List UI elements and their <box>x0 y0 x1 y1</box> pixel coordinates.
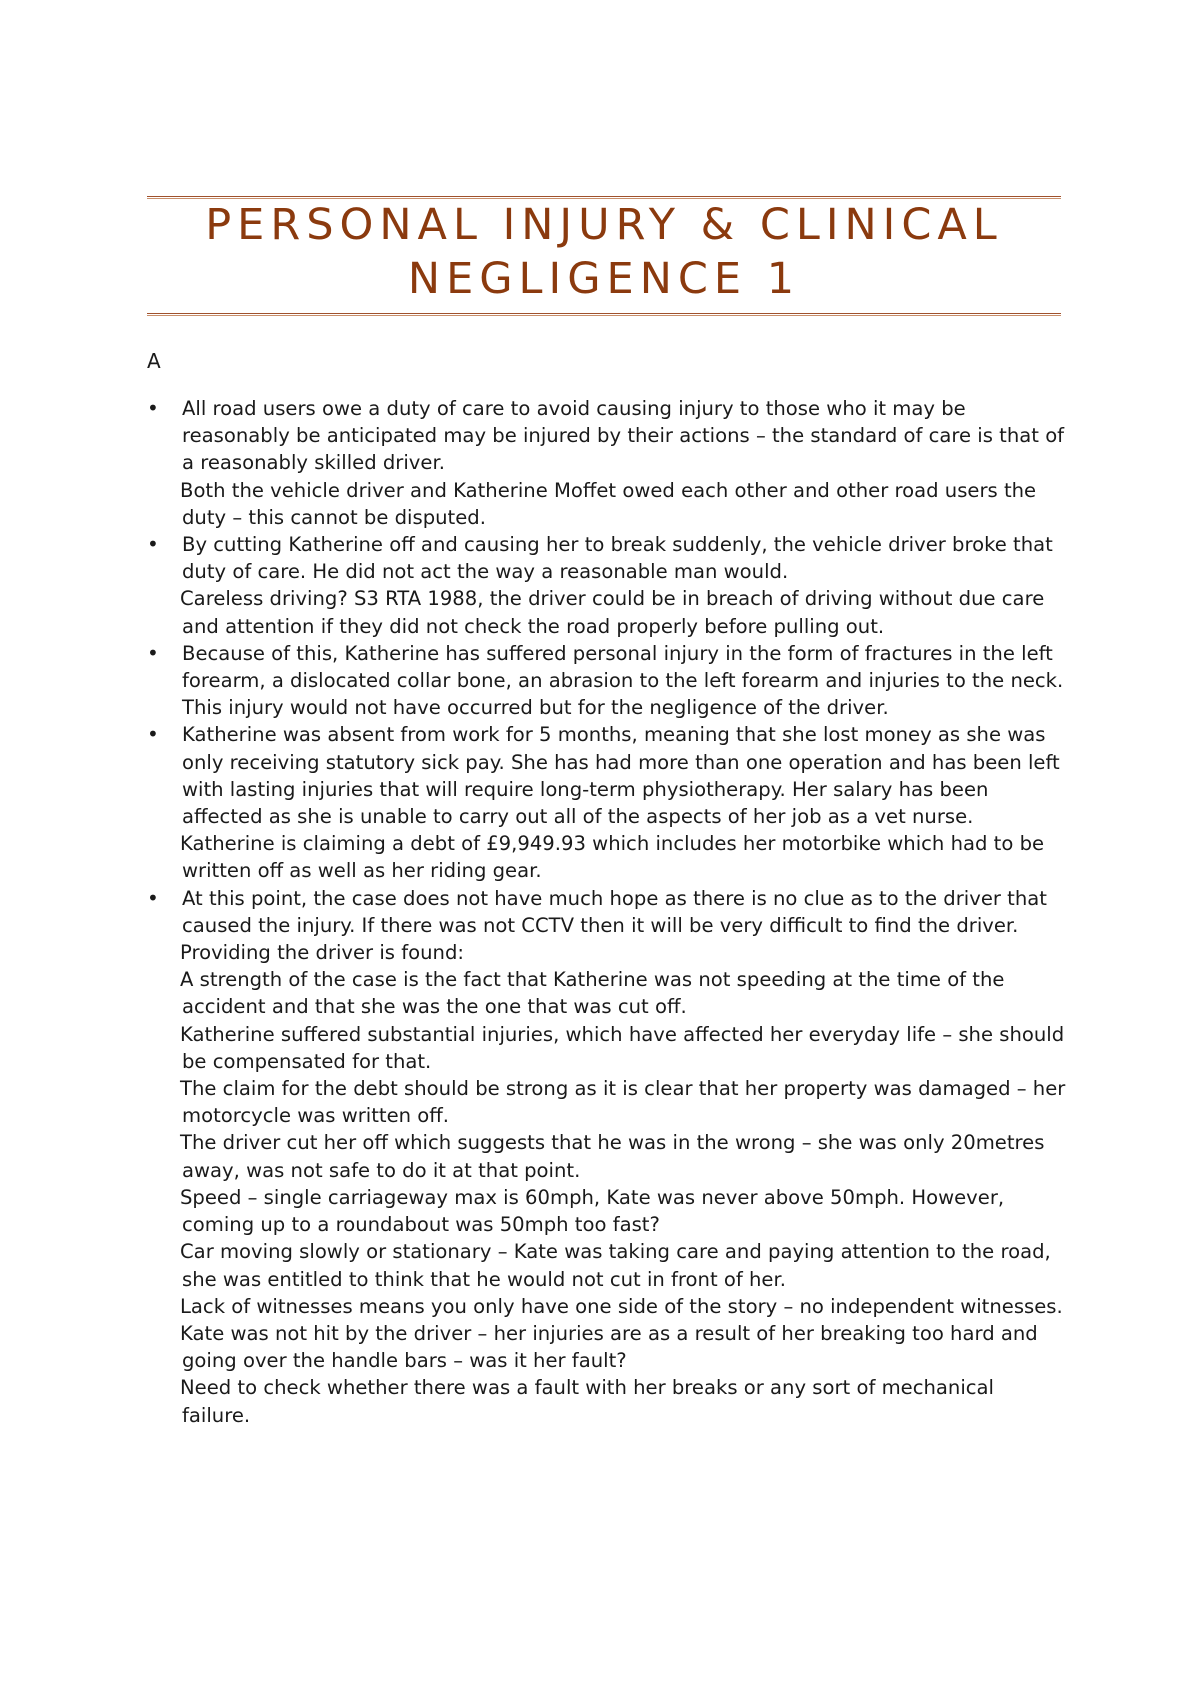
list-item <box>147 721 1067 884</box>
paragraph: All road users owe a duty of care to avoid causing injury to those who it may be reasonably be anticipated may be injured by their actions – the standard of care is that of a reasonably skilled driver. <box>182 397 1065 475</box>
paragraph: Car moving slowly or stationary – Kate was taking care and paying attention to the road, she was entitled to think that he would not cut in front of her. <box>180 1240 1051 1291</box>
paragraph: Kate was not hit by the driver – her injuries are as a result of her breaking too hard and going over the handle bars – was it her fault? <box>180 1321 1038 1373</box>
bullet-icon: • <box>147 885 159 910</box>
paragraph: A strength of the case is the fact that Katherine was not speeding at the time of the accident and that she was the one that was cut off. <box>180 968 1005 1019</box>
page-title: PERSONAL INJURY & CLINICAL NEGLIGENCE 1 <box>205 200 1003 304</box>
paragraph: Because of this, Katherine has suffered personal injury in the form of fractures in the left forearm, a dislocated collar bone, an abrasion to the left forearm and injuries to the neck. This injury would not have occurred but for the negligence of the driver. <box>182 641 1064 720</box>
paragraph: Katherine was absent from work for 5 months, meaning that she lost money as she was only receiving statutory sick pay. She has had more than one operation and has been left with lasting injuries that will require long-term physiotherapy. Her salary has been affected as she is unable to carry out all of the aspects of her job as a vet nurse. <box>182 723 1060 829</box>
paragraph: Need to check whether there was a fault with her breaks or any sort of mechanical failure. <box>180 1376 994 1427</box>
bullet-icon: • <box>147 396 159 420</box>
list-item <box>147 395 1067 531</box>
bullet-icon: • <box>147 532 159 557</box>
title-bottom-rule <box>147 313 1061 316</box>
paragraph: The claim for the debt should be strong as it is clear that her property was damaged – her motorcycle was written off. <box>180 1077 1066 1128</box>
list-item <box>147 640 1067 722</box>
paragraph: Providing the driver is found: <box>180 941 464 965</box>
paragraph: Lack of witnesses means you only have one side of the story – no independent witnesses. <box>180 1294 1063 1318</box>
bullet-icon: • <box>147 640 159 665</box>
section-label: A <box>147 349 161 373</box>
bullet-list <box>147 395 1067 1429</box>
paragraph: Katherine is claiming a debt of £9,949.93 which includes her motorbike which had to be written off as well as her riding gear. <box>180 832 1045 883</box>
list-item <box>147 885 1067 1429</box>
bullet-icon: • <box>147 722 159 747</box>
paragraph: At this point, the case does not have much hope as there is no clue as to the driver that caused the injury. If there was not CCTV then it will be very difficult to find the driver. <box>182 886 1047 937</box>
paragraph: Speed – single carriageway max is 60mph, Kate was never above 50mph. However, coming up to a roundabout was 50mph too fast? <box>180 1185 1005 1237</box>
paragraph: Careless driving? S3 RTA 1988, the driver could be in breach of driving without due care and attention if they did not check the road properly before pulling out. <box>180 587 1045 638</box>
paragraph: Both the vehicle driver and Katherine Moffet owed each other and other road users the duty – this cannot be disputed. <box>180 478 1037 529</box>
paragraph: By cutting Katherine off and causing her to break suddenly, the vehicle driver broke that duty of care. He did not act the way a reasonable man would. <box>182 533 1053 584</box>
paragraph: Katherine suffered substantial injuries, which have affected her everyday life – she should be compensated for that. <box>180 1022 1065 1073</box>
paragraph: The driver cut her off which suggests that he was in the wrong – she was only 20metres away, was not safe to do it at that point. <box>180 1131 1045 1182</box>
list-item <box>147 531 1067 640</box>
